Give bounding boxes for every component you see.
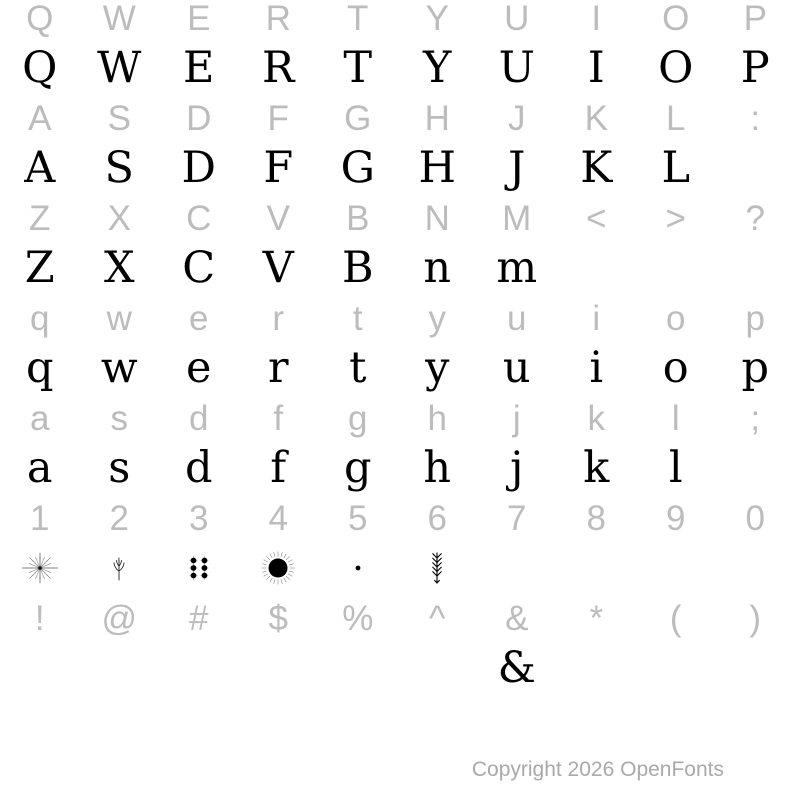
- specimen-glyph: U: [498, 42, 535, 93]
- reference-glyph: T: [347, 0, 369, 38]
- reference-glyph: X: [107, 198, 131, 238]
- reference-glyph: 2: [109, 498, 129, 538]
- reference-row-uppercase-bottom: [0, 193, 800, 243]
- specimen-row-uppercase-bottom: [0, 243, 800, 293]
- reference-glyph: !: [34, 598, 45, 638]
- reference-glyph: 6: [427, 498, 447, 538]
- reference-glyph: p: [745, 298, 765, 338]
- reference-glyph: G: [344, 98, 372, 138]
- dot-ornament-icon: [354, 564, 362, 572]
- reference-glyph: *: [589, 598, 604, 638]
- reference-glyph: W: [102, 0, 136, 38]
- reference-glyph: E: [187, 0, 211, 38]
- specimen-glyph: V: [262, 242, 294, 293]
- glyph-row-pair-lowercase-qwerty: [0, 300, 800, 400]
- reference-row-symbols: [0, 593, 800, 643]
- specimen-glyph: t: [349, 342, 367, 393]
- specimen-glyph: E: [183, 42, 215, 93]
- fir-ornament-icon: [429, 551, 445, 585]
- specimen-glyph: D: [181, 142, 216, 193]
- specimen-row-digits: [0, 543, 800, 593]
- glyph-row-pair-symbols: [0, 600, 800, 700]
- specimen-glyph: F: [263, 142, 294, 193]
- glyph-row-pair-uppercase-home: [0, 100, 800, 200]
- specimen-glyph: B: [341, 242, 374, 293]
- reference-glyph: Z: [29, 198, 51, 238]
- reference-glyph: >: [665, 198, 686, 238]
- specimen-glyph: Z: [24, 242, 55, 293]
- reference-glyph: 5: [348, 498, 368, 538]
- reference-glyph: ): [749, 598, 762, 638]
- reference-glyph: e: [189, 298, 209, 338]
- reference-glyph: h: [427, 398, 447, 438]
- specimen-glyph: o: [662, 342, 689, 393]
- reference-glyph: &: [505, 598, 529, 638]
- reference-glyph: ?: [745, 198, 765, 238]
- reference-glyph: l: [671, 398, 680, 438]
- specimen-glyph: P: [740, 42, 770, 93]
- reference-glyph: I: [591, 0, 602, 38]
- reference-glyph: s: [110, 398, 128, 438]
- specimen-glyph: &: [497, 642, 536, 693]
- reference-glyph: %: [342, 598, 374, 638]
- reference-glyph: t: [352, 298, 363, 338]
- reference-glyph: C: [186, 198, 212, 238]
- reference-row-uppercase-qwerty: [0, 0, 800, 43]
- specimen-glyph: I: [587, 42, 605, 93]
- specimen-glyph: p: [741, 342, 770, 393]
- reference-glyph: 4: [268, 498, 288, 538]
- reference-glyph: P: [743, 0, 767, 38]
- reference-glyph: g: [348, 398, 368, 438]
- reference-row-lowercase-home: [0, 393, 800, 443]
- reference-glyph: N: [424, 198, 450, 238]
- reference-glyph: ;: [750, 398, 761, 438]
- specimen-glyph: k: [583, 442, 610, 493]
- specimen-glyph: d: [184, 442, 213, 493]
- reference-row-lowercase-qwerty: [0, 293, 800, 343]
- specimen-row-lowercase-qwerty: [0, 343, 800, 393]
- reference-glyph: r: [272, 298, 285, 338]
- specimen-glyph: w: [100, 342, 138, 393]
- reference-glyph: ^: [429, 598, 446, 638]
- reference-glyph: 1: [30, 498, 50, 538]
- reference-glyph: R: [265, 0, 291, 38]
- specimen-glyph: m: [496, 242, 538, 293]
- reference-glyph: Q: [26, 0, 54, 38]
- specimen-glyph: y: [425, 342, 450, 393]
- reference-glyph: j: [512, 398, 521, 438]
- sun-ornament-icon: [260, 550, 296, 586]
- glyph-row-pair-uppercase-qwerty: [0, 0, 800, 100]
- specimen-glyph: W: [97, 42, 142, 93]
- reference-glyph: B: [346, 198, 370, 238]
- glyph-row-pair-digits: [0, 500, 800, 600]
- specimen-glyph: l: [668, 442, 683, 493]
- reference-glyph: q: [30, 298, 50, 338]
- reference-row-uppercase-home: [0, 93, 800, 143]
- specimen-row-uppercase-qwerty: [0, 43, 800, 93]
- specimen-glyph: Q: [22, 42, 58, 93]
- reference-row-digits: [0, 493, 800, 543]
- specimen-glyph: C: [182, 242, 216, 293]
- specimen-glyph: H: [418, 142, 456, 193]
- specimen-glyph: A: [24, 142, 56, 193]
- specimen-glyph: T: [343, 42, 373, 93]
- reference-glyph: F: [267, 98, 289, 138]
- specimen-glyph: Y: [423, 42, 452, 93]
- specimen-glyph: f: [270, 442, 287, 493]
- specimen-glyph: i: [589, 342, 604, 393]
- specimen-glyph: u: [502, 342, 531, 393]
- reference-glyph: y: [428, 298, 446, 338]
- reference-glyph: A: [28, 98, 52, 138]
- reference-glyph: Y: [425, 0, 449, 38]
- specimen-glyph: L: [661, 142, 691, 193]
- reference-glyph: S: [107, 98, 131, 138]
- reference-glyph: i: [592, 298, 601, 338]
- reference-glyph: d: [189, 398, 209, 438]
- reference-glyph: L: [666, 98, 686, 138]
- copyright-text: Copyright 2026 OpenFonts: [471, 758, 724, 781]
- six-dots-ornament-icon: [186, 555, 212, 581]
- specimen-glyph: j: [510, 442, 524, 493]
- specimen-glyph: a: [26, 442, 53, 493]
- reference-glyph: 7: [507, 498, 527, 538]
- glyph-row-pair-uppercase-bottom: [0, 200, 800, 300]
- specimen-glyph: h: [423, 442, 452, 493]
- specimen-glyph: S: [104, 142, 134, 193]
- specimen-glyph: r: [267, 342, 289, 393]
- specimen-glyph: n: [423, 242, 452, 293]
- twig-ornament-icon: [109, 555, 129, 581]
- reference-glyph: :: [750, 98, 761, 138]
- reference-glyph: u: [507, 298, 527, 338]
- reference-glyph: M: [502, 198, 532, 238]
- specimen-glyph: X: [103, 242, 135, 293]
- specimen-glyph: R: [262, 42, 295, 93]
- specimen-glyph: s: [108, 442, 131, 493]
- reference-glyph: a: [30, 398, 50, 438]
- reference-glyph: <: [586, 198, 607, 238]
- reference-glyph: k: [587, 398, 605, 438]
- reference-glyph: f: [273, 398, 284, 438]
- reference-glyph: (: [669, 598, 682, 638]
- reference-glyph: 8: [586, 498, 606, 538]
- reference-glyph: w: [106, 298, 132, 338]
- specimen-glyph: O: [658, 42, 694, 93]
- reference-glyph: @: [101, 598, 138, 638]
- specimen-row-uppercase-home: [0, 143, 800, 193]
- reference-glyph: #: [189, 598, 209, 638]
- specimen-glyph: e: [186, 342, 212, 393]
- reference-glyph: O: [662, 0, 690, 38]
- specimen-glyph: g: [343, 442, 372, 493]
- reference-glyph: V: [266, 198, 290, 238]
- specimen-row-lowercase-home: [0, 443, 800, 493]
- specimen-glyph: q: [25, 342, 54, 393]
- starburst-ornament-icon: [21, 549, 59, 587]
- reference-glyph: $: [268, 598, 288, 638]
- reference-glyph: o: [666, 298, 686, 338]
- reference-glyph: 3: [189, 498, 209, 538]
- specimen-glyph: K: [580, 142, 613, 193]
- reference-glyph: 0: [745, 498, 765, 538]
- reference-glyph: K: [584, 98, 608, 138]
- specimen-row-symbols: [0, 643, 800, 693]
- glyph-row-pair-lowercase-home: [0, 400, 800, 500]
- reference-glyph: 9: [666, 498, 686, 538]
- specimen-glyph: J: [508, 142, 526, 193]
- reference-glyph: D: [186, 98, 212, 138]
- reference-glyph: H: [424, 98, 450, 138]
- reference-glyph: J: [508, 98, 526, 138]
- reference-glyph: U: [504, 0, 530, 38]
- specimen-glyph: G: [340, 142, 375, 193]
